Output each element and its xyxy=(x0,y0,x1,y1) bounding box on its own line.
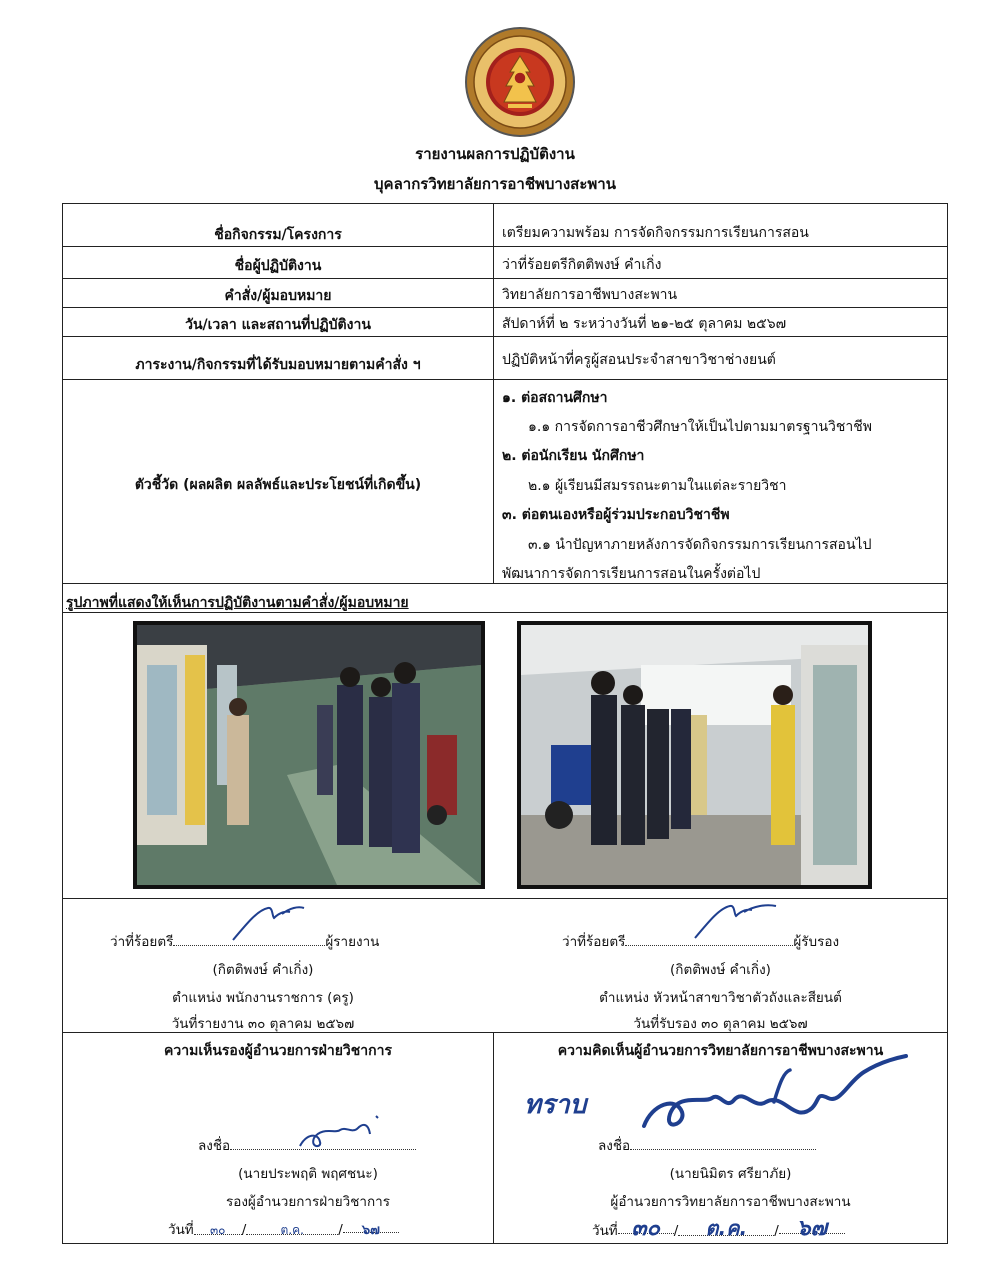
director-date-day: ๓๐ xyxy=(618,1210,674,1234)
report-subtitle: บุคลากรวิทยาลัยการอาชีพบางสะพาน xyxy=(374,175,616,193)
report-title: รายงานผลการปฏิบัติงาน xyxy=(415,145,575,163)
deputy-date-line: วันที่ ๓๐ / ต.ค. / ๖๗ xyxy=(168,1218,399,1240)
assignment-label: ภาระงาน/กิจกรรมที่ได้รับมอบหมายตามคำสั่ง ฯ xyxy=(135,357,421,373)
college-seal-logo xyxy=(464,26,576,138)
certifier-dotted-line xyxy=(625,932,793,946)
order-value: วิทยาลัยการอาชีพบางสะพาน xyxy=(502,287,678,303)
order-label: คำสั่ง/ผู้มอบหมาย xyxy=(224,288,332,304)
director-dotted-line xyxy=(630,1136,816,1150)
reporter-date: วันที่รายงาน ๓๐ ตุลาคม ๒๕๖๗ xyxy=(171,1016,355,1032)
reporter-role: ผู้รายงาน xyxy=(325,934,380,950)
deputy-sign-label: ลงชื่อ xyxy=(198,1138,231,1154)
activity-photo-left xyxy=(133,621,485,889)
row-divider xyxy=(62,307,948,308)
director-signature xyxy=(634,1052,914,1142)
deputy-position: รองผู้อำนวยการฝ่ายวิชาการ xyxy=(225,1194,390,1210)
datetime-value: สัปดาห์ที่ ๒ ระหว่างวันที่ ๒๑-๒๕ ตุลาคม ๒๕๖๗ xyxy=(502,316,787,332)
indicator-heading-2: ๒. ต่อนักเรียน นักศึกษา xyxy=(502,448,645,464)
reporter-position: ตำแหน่ง พนักงานราชการ (ครู) xyxy=(172,990,354,1006)
director-note: ทราบ xyxy=(524,1090,587,1120)
deputy-date-month: ต.ค. xyxy=(246,1221,338,1235)
row-divider xyxy=(62,898,948,899)
deputy-dotted-line xyxy=(230,1136,416,1150)
indicator-heading-3: ๓. ต่อตนเองหรือผู้ร่วมประกอบวิชาชีพ xyxy=(502,507,730,523)
deputy-date-day: ๓๐ xyxy=(194,1221,242,1235)
certifier-position: ตำแหน่ง หัวหน้าสาขาวิชาตัวถังและสียนต์ xyxy=(599,990,842,1006)
certifier-role: ผู้รับรอง xyxy=(793,934,840,950)
director-date-year: ๖๗ xyxy=(779,1210,845,1234)
director-sign-label: ลงชื่อ xyxy=(598,1138,631,1154)
deputy-date-year: ๖๗ xyxy=(343,1219,399,1233)
column-divider xyxy=(493,1032,494,1244)
deputy-sign-line xyxy=(198,1134,416,1156)
certifier-sign-line xyxy=(562,930,839,952)
reporter-prefix: ว่าที่ร้อยตรี xyxy=(110,934,174,950)
director-opinion-heading: ความคิดเห็นผู้อำนวยการวิทยาลัยการอาชีพบางสะพาน xyxy=(557,1043,884,1059)
activity-label: ชื่อกิจกรรม/โครงการ xyxy=(214,227,342,243)
datetime-label: วัน/เวลา และสถานที่ปฏิบัติงาน xyxy=(185,317,371,333)
performer-value: ว่าที่ร้อยตรีกิตติพงษ์ คำเกิ่ง xyxy=(502,257,662,273)
indicators-label: ตัวชี้วัด (ผลผลิต ผลลัพธ์และประโยชน์ที่เกิดขึ้น) xyxy=(134,477,422,493)
deputy-name: (นายประพฤติ พฤศชนะ) xyxy=(238,1166,378,1182)
reporter-dotted-line xyxy=(173,932,325,946)
column-divider xyxy=(493,203,494,583)
performer-label: ชื่อผู้ปฏิบัติงาน xyxy=(234,258,322,274)
indicator-item-3: ๓.๑ นำปัญหาภายหลังการจัดกิจกรรมการเรียนการสอนไป xyxy=(528,537,872,553)
director-date-line: วันที่ ๓๐ / ต.ค. / ๖๗ xyxy=(592,1210,845,1241)
indicator-heading-1: ๑. ต่อสถานศึกษา xyxy=(502,390,608,406)
deputy-opinion-heading: ความเห็นรองผู้อำนวยการฝ่ายวิชาการ xyxy=(164,1043,392,1059)
activity-value: เตรียมความพร้อม การจัดกิจกรรมการเรียนการสอน xyxy=(502,225,809,241)
row-divider xyxy=(62,246,948,247)
assignment-value: ปฏิบัติหน้าที่ครูผู้สอนประจำสาขาวิชาช่างยนต์ xyxy=(502,352,776,368)
certifier-date: วันที่รับรอง ๓๐ ตุลาคม ๒๕๖๗ xyxy=(633,1016,808,1032)
director-position: ผู้อำนวยการวิทยาลัยการอาชีพบางสะพาน xyxy=(610,1194,851,1210)
indicator-item-3-cont: พัฒนาการจัดการเรียนการสอนในครั้งต่อไป xyxy=(502,566,761,582)
photos-heading: รูปภาพที่แสดงให้เห็นการปฏิบัติงานตามคำสั่ง/ผู้มอบหมาย xyxy=(66,595,409,611)
indicator-item-2: ๒.๑ ผู้เรียนมีสมรรถนะตามในแต่ละรายวิชา xyxy=(528,478,787,494)
indicator-item-1: ๑.๑ การจัดการอาชีวศึกษาให้เป็นไปตามมาตรฐานวิชาชีพ xyxy=(528,419,872,435)
reporter-name: (กิตติพงษ์ คำเกิ่ง) xyxy=(212,962,314,978)
activity-photo-right xyxy=(517,621,872,889)
deputy-date-label: วันที่ xyxy=(168,1222,194,1238)
certifier-prefix: ว่าที่ร้อยตรี xyxy=(562,934,626,950)
certifier-name: (กิตติพงษ์ คำเกิ่ง) xyxy=(670,962,771,978)
director-sign-line xyxy=(598,1134,816,1156)
director-date-month: ต.ค. xyxy=(678,1212,774,1236)
row-divider xyxy=(62,379,948,380)
reporter-sign-line xyxy=(110,930,379,952)
director-date-label: วันที่ xyxy=(592,1223,618,1239)
row-divider xyxy=(62,278,948,279)
director-name: (นายนิมิตร ศรียาภัย) xyxy=(669,1166,792,1182)
row-divider xyxy=(62,336,948,337)
